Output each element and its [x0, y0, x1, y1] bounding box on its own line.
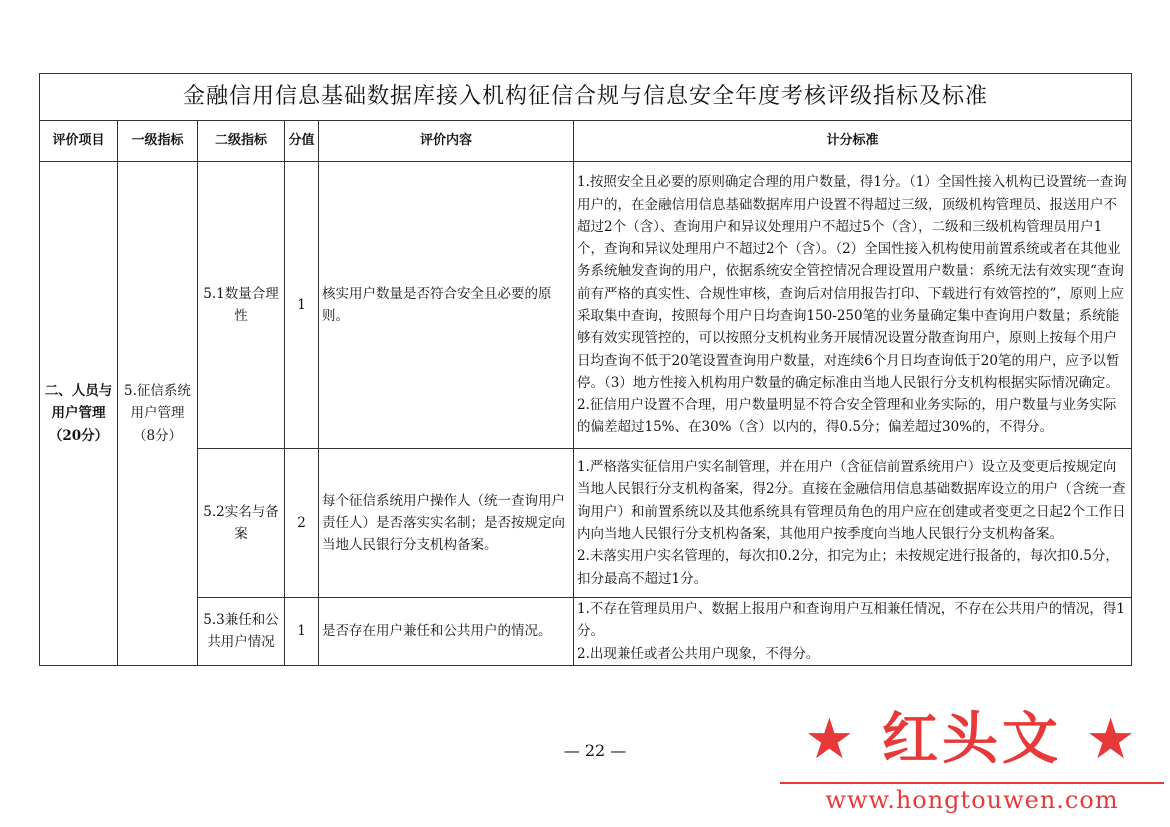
- standard-item: 1.不存在管理员用户、数据上报用户和查询用户互相兼任情况，不存在公共用户的情况，得1分。: [577, 601, 1125, 640]
- header-cell: 二级指标: [198, 121, 285, 162]
- table-row: [40, 162, 1132, 449]
- level2-cell: 5.1数量合理性: [198, 162, 285, 449]
- page-title: 金融信用信息基础数据库接入机构征信合规与信息安全年度考核评级指标及标准: [40, 74, 1132, 121]
- page-number: — 22 —: [563, 741, 627, 760]
- table-row: [40, 598, 1132, 666]
- standard-item: 2.征信用户设置不合理，用户数量明显不符合安全管理和业务实际的，用户数量与业务实际的偏差超过15%、在30%（含）以内的，得0.5分；偏差超过30%的，不得分。: [577, 397, 1117, 436]
- level2-cell: 5.2实名与备案: [198, 449, 285, 598]
- watermark-rule: [780, 782, 1164, 784]
- watermark-logo: [780, 704, 1164, 822]
- standard-item: 1.按照安全且必要的原则确定合理的用户数量，得1分。（1）全国性接入机构已设置统一查询用户的，在金融信用信息基础数据库用户设置不得超过三级，顶级机构管理员、报送用户不超过2个（含）、查询用户和异议处理用户不超过5个（含），二级和三级机构管理员用户1个，查询和异议处理用户不超过2个（含）。（2）全国性接入机构使用前置系统或者在其他业务系统触发查询的用户，依据系统安全管控情况合理设置用户数量：系统无法有效实现“查询前有严格的真实性、合规性审核，查询后对信用报告打印、下载进行有效管控的”，原则上应采取集中查询，按照每个用户日均查询150-250笔的业务量确定集中查询用户数量；系统能够有效实现管控的，可以按照分支机构业务开展情况设置分散查询用户，原则上按每个用户日均查询不低于20笔设置查询用户数量，对连续6个月日均查询低于20笔的用户，应予以暂停。（3）地方性接入机构用户数量的确定标准由当地人民银行分支机构根据实际情况确定。: [577, 174, 1127, 391]
- category-cell: 二、人员与用户管理（20分）: [40, 162, 118, 666]
- standard-item: 2.未落实用户实名管理的，每次扣0.2分，扣完为止；未按规定进行报备的，每次扣0.5分，扣分最高不超过1分。: [577, 548, 1119, 587]
- assessment-table: [39, 73, 1132, 666]
- standard-cell: [574, 449, 1132, 598]
- header-cell: 一级指标: [118, 121, 198, 162]
- table-row: [40, 449, 1132, 598]
- level2-cell: 5.3兼任和公共用户情况: [198, 598, 285, 666]
- content-cell: 每个征信系统用户操作人（统一查询用户责任人）是否落实实名制；是否按规定向当地人民银行分支机构备案。: [319, 449, 574, 598]
- header-row: [40, 121, 1132, 162]
- score-cell: 2: [285, 449, 319, 598]
- standard-cell: [574, 162, 1132, 449]
- score-cell: 1: [285, 162, 319, 449]
- level1-cell: 5.征信系统用户管理（8分）: [118, 162, 198, 666]
- score-cell: 1: [285, 598, 319, 666]
- standard-item: 1.严格落实征信用户实名制管理，并在用户（含征信前置系统用户）设立及变更后按规定向当地人民银行分支机构备案，得2分。直接在金融信用信息基础数据库设立的用户（含统一查询用户）和前置系统以及其他系统具有管理员角色的用户应在创建或者变更之日起2个工作日内向当地人民银行分支机构备案，其他用户按季度向当地人民银行分支机构备案。: [577, 459, 1126, 542]
- standard-cell: [574, 598, 1132, 666]
- standard-item: 2.出现兼任或者公共用户现象，不得分。: [577, 645, 820, 662]
- watermark-text: ★ 红头文 ★: [804, 707, 1140, 772]
- header-cell: 评价内容: [319, 121, 574, 162]
- content-cell: 是否存在用户兼任和公共用户的情况。: [319, 598, 574, 666]
- content-cell: 核实用户数量是否符合安全且必要的原则。: [319, 162, 574, 449]
- watermark-url: www.hongtouwen.com: [825, 786, 1119, 814]
- header-cell: 计分标准: [574, 121, 1132, 162]
- header-cell: 评价项目: [40, 121, 118, 162]
- header-cell: 分值: [285, 121, 319, 162]
